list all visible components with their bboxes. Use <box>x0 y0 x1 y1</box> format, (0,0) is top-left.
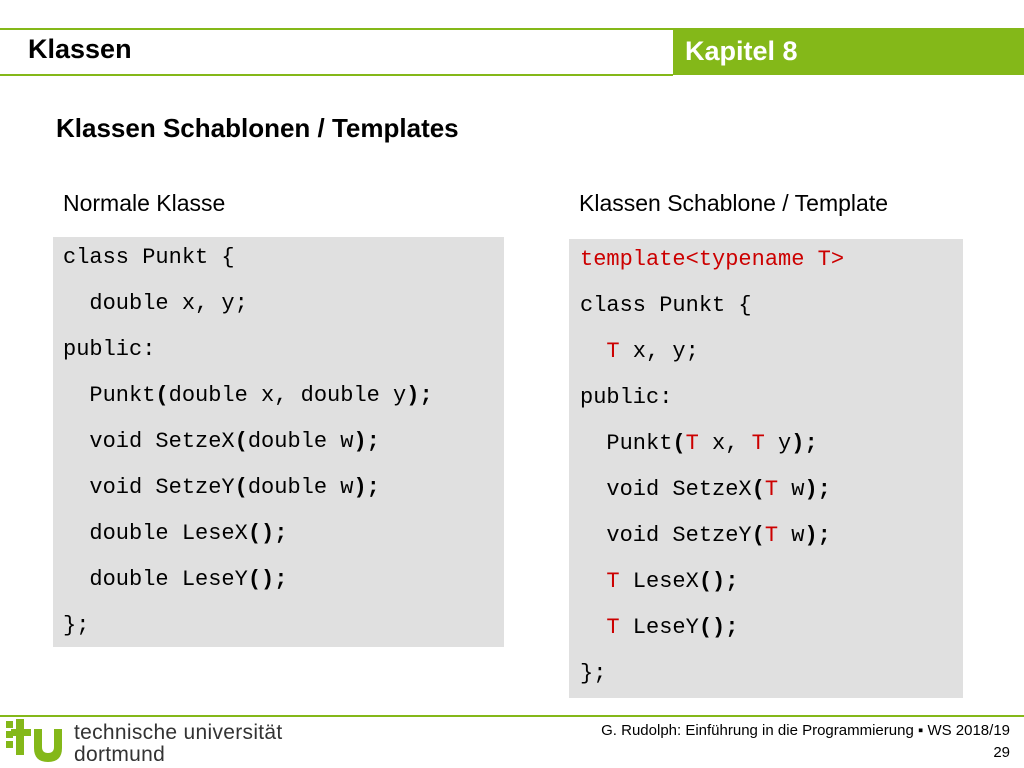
code-line <box>580 477 831 503</box>
code-token: Punkt <box>63 383 156 408</box>
code-token: public: <box>63 337 156 362</box>
page-number: 29 <box>993 744 1010 761</box>
code-token: ( <box>672 431 686 456</box>
code-token: ); <box>804 523 831 548</box>
code-token: ( <box>155 383 169 408</box>
code-line <box>63 613 89 639</box>
code-token: ); <box>791 431 818 456</box>
code-token: double w <box>247 429 354 454</box>
code-token: T <box>764 477 779 502</box>
code-token: T <box>764 523 779 548</box>
code-token <box>580 339 606 364</box>
code-line <box>63 429 380 455</box>
template-class-code-block <box>569 239 963 698</box>
code-line <box>580 615 738 641</box>
code-token: }; <box>580 661 607 686</box>
code-token: void SetzeX <box>63 429 235 454</box>
code-token: ); <box>353 429 380 454</box>
code-token: T <box>606 569 620 594</box>
code-line <box>580 385 672 411</box>
code-line <box>580 431 818 457</box>
code-token: ); <box>804 477 831 502</box>
code-line <box>63 291 248 317</box>
code-token: ( <box>751 523 765 548</box>
code-token: w <box>778 477 805 502</box>
code-token: LeseX <box>619 569 699 594</box>
code-line <box>63 245 235 271</box>
code-token: ); <box>406 383 433 408</box>
code-token: }; <box>63 613 90 638</box>
code-token: w <box>778 523 805 548</box>
code-token: ); <box>353 475 380 500</box>
code-line <box>580 569 738 595</box>
code-token: ( <box>234 475 248 500</box>
code-token: ( <box>751 477 765 502</box>
code-token: (); <box>247 521 288 546</box>
code-token: (); <box>698 569 739 594</box>
code-line <box>63 475 380 501</box>
right-caption: Klassen Schablone / Template <box>579 190 888 216</box>
code-token <box>580 569 606 594</box>
code-token: T <box>685 431 699 456</box>
code-line <box>63 567 287 593</box>
code-token: T <box>606 339 620 364</box>
footer-credit: G. Rudolph: Einführung in die Programmierung ▪ WS 2018/19 <box>601 722 1010 739</box>
code-token: void SetzeX <box>580 477 752 502</box>
normal-class-code-block <box>53 237 504 647</box>
footer-rule <box>0 715 1024 717</box>
header-bottom-rule <box>0 74 673 76</box>
code-token: void SetzeY <box>580 523 752 548</box>
code-token: Punkt <box>580 431 673 456</box>
code-line <box>580 523 831 549</box>
section-title: Klassen <box>28 34 132 64</box>
code-token: T <box>606 615 620 640</box>
code-line <box>580 293 752 319</box>
code-token: x, <box>698 431 752 456</box>
code-token: (); <box>247 567 288 592</box>
code-token: double LeseY <box>63 567 248 592</box>
code-token: public: <box>580 385 673 410</box>
code-token: double x, y; <box>63 291 248 316</box>
code-token: template<typename T> <box>580 247 845 272</box>
university-name-line1: technische universität <box>74 721 283 744</box>
code-token: class Punkt { <box>580 293 752 318</box>
code-token: void SetzeY <box>63 475 235 500</box>
chapter-label: Kapitel 8 <box>685 36 798 66</box>
tu-logo-icon <box>6 717 66 763</box>
code-token: double LeseX <box>63 521 248 546</box>
code-line <box>63 337 155 363</box>
code-token: ( <box>234 429 248 454</box>
code-token: y <box>764 431 792 456</box>
code-token: double w <box>247 475 354 500</box>
code-token: T <box>751 431 765 456</box>
slide-heading: Klassen Schablonen / Templates <box>56 113 459 143</box>
code-line <box>580 661 606 687</box>
chapter-badge <box>673 29 1024 75</box>
left-caption: Normale Klasse <box>63 190 226 216</box>
code-token: LeseY <box>619 615 699 640</box>
university-name <box>74 722 283 766</box>
code-token <box>580 615 606 640</box>
code-token: double x, double y <box>168 383 407 408</box>
code-line <box>580 247 844 273</box>
code-token: class Punkt { <box>63 245 235 270</box>
code-line <box>63 383 433 409</box>
code-line <box>580 339 699 365</box>
code-token: (); <box>698 615 739 640</box>
code-line <box>63 521 287 547</box>
code-token: x, y; <box>619 339 699 364</box>
university-name-line2: dortmund <box>74 743 166 766</box>
